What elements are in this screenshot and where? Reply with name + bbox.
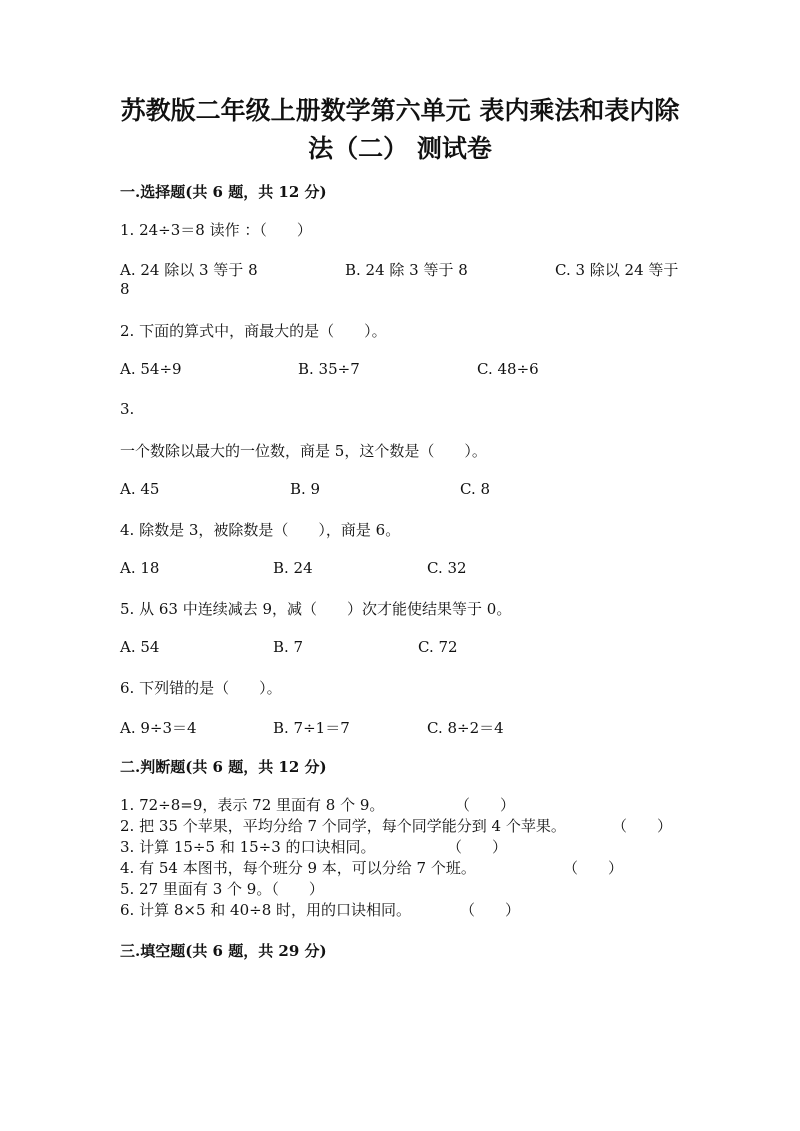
question-1-option-a: A. 24 除以 3 等于 8 [120, 261, 258, 279]
title-line-1: 苏教版二年级上册数学第六单元 表内乘法和表内除 [120, 96, 680, 125]
question-4-option-b: B. 24 [273, 559, 313, 577]
question-3-option-b: B. 9 [290, 480, 321, 498]
judge-item-3: 3. 计算 15÷5 和 15÷3 的口诀相同。 [120, 838, 376, 856]
judge-item-4: 4. 有 54 本图书，每个班分 9 本，可以分给 7 个班。 [120, 859, 476, 877]
question-5-option-c: C. 72 [418, 638, 458, 656]
question-4-option-a: A. 18 [120, 559, 160, 577]
judge-item-1: 1. 72÷8=9，表示 72 里面有 8 个 9。 [120, 796, 385, 814]
question-2-option-c: C. 48÷6 [477, 360, 539, 378]
section-heading-choice: 一.选择题(共 6 题，共 12 分) [120, 183, 327, 201]
question-2-option-b: B. 35÷7 [298, 360, 360, 378]
judge-item-6-paren: （ ） [460, 901, 521, 919]
question-1-option-c: C. 3 除以 24 等于 [555, 261, 679, 279]
question-3-stem: 一个数除以最大的一位数，商是 5，这个数是（ ）。 [120, 442, 487, 460]
judge-item-6: 6. 计算 8×5 和 40÷8 时，用的口诀相同。 [120, 901, 412, 919]
judge-item-4-paren: （ ） [563, 859, 624, 877]
judge-item-3-paren: （ ） [447, 838, 508, 856]
document-title [100, 92, 700, 168]
question-3-number: 3. [120, 400, 135, 418]
judge-item-1-paren: （ ） [455, 796, 516, 814]
title-line-2: 法（二） 测试卷 [308, 134, 492, 163]
question-3-option-a: A. 45 [120, 480, 160, 498]
question-1-option-c-continued: 8 [120, 280, 130, 298]
judge-item-2: 2. 把 35 个苹果，平均分给 7 个同学，每个同学能分到 4 个苹果。 [120, 817, 566, 835]
question-1-option-b: B. 24 除 3 等于 8 [345, 261, 468, 279]
section-heading-fill: 三.填空题(共 6 题，共 29 分) [120, 942, 327, 960]
question-5-stem: 5. 从 63 中连续减去 9，减（ ）次才能使结果等于 0。 [120, 600, 512, 618]
question-6-option-a: A. 9÷3＝4 [120, 719, 197, 737]
judge-item-2-paren: （ ） [612, 817, 673, 835]
section-heading-judge: 二.判断题(共 6 题，共 12 分) [120, 758, 327, 776]
question-3-option-c: C. 8 [460, 480, 491, 498]
question-4-option-c: C. 32 [427, 559, 467, 577]
question-4-stem: 4. 除数是 3，被除数是（ ），商是 6。 [120, 521, 401, 539]
question-6-stem: 6. 下列错的是（ ）。 [120, 679, 282, 697]
question-5-option-a: A. 54 [120, 638, 160, 656]
question-6-option-b: B. 7÷1＝7 [273, 719, 350, 737]
question-2-stem: 2. 下面的算式中，商最大的是（ ）。 [120, 322, 387, 340]
question-6-option-c: C. 8÷2＝4 [427, 719, 504, 737]
question-2-option-a: A. 54÷9 [120, 360, 182, 378]
judge-item-5: 5. 27 里面有 3 个 9。（ ） [120, 880, 324, 898]
question-5-option-b: B. 7 [273, 638, 304, 656]
question-1-stem: 1. 24÷3＝8 读作 ：（ ） [120, 221, 312, 239]
